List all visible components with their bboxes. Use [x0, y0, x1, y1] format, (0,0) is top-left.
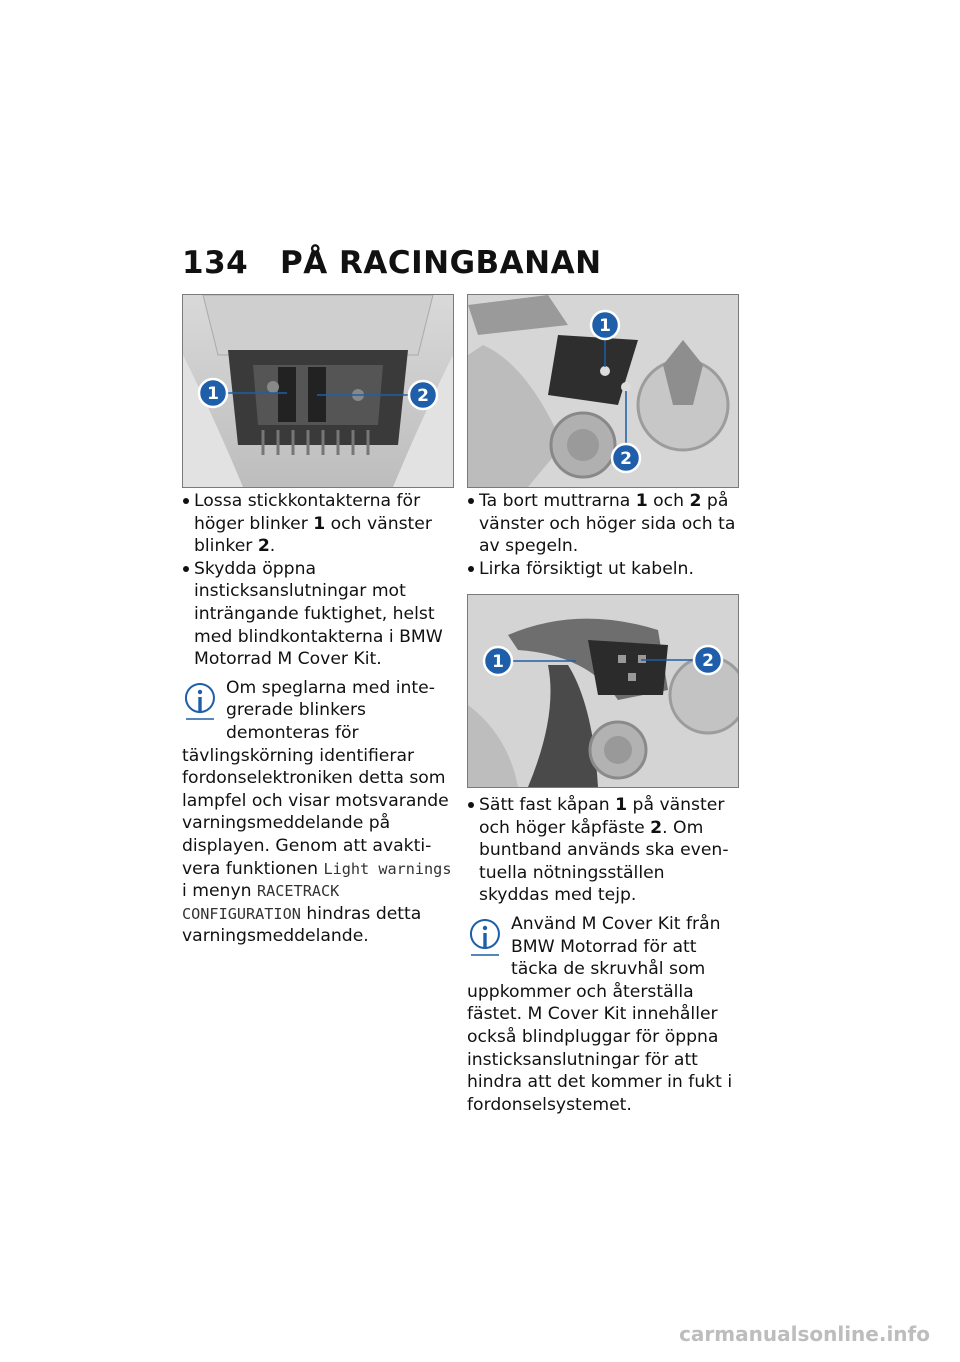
callout-1 — [591, 311, 619, 339]
photo-cover-mount — [467, 594, 739, 788]
left-column — [182, 490, 454, 948]
svg-text:1: 1 — [207, 384, 219, 404]
photo-blinker-connectors — [182, 294, 454, 488]
watermark: carmanualsonline.info — [679, 1322, 930, 1346]
step-remove-cable: Lirka försiktigt ut kabeln. — [467, 558, 739, 581]
callout-2 — [409, 381, 437, 409]
svg-text:2: 2 — [620, 449, 632, 469]
svg-text:2: 2 — [417, 386, 429, 406]
right-column — [467, 490, 739, 580]
step-protect-connectors: Skydda öppna insticksanslutningar mot inträngande fuktighet, helst med blindkontakterna i BMW Motorrad M Cover Kit. — [182, 558, 454, 671]
callout-2 — [612, 444, 640, 472]
note-light-warnings: Om speglarna med integrerade blinkers demonteras för tävlingskörning identifierar fordonselektroniken detta som lampfel och visar motsvarande varningsmeddelande på displayen. Genom att avaktivera funktionen Light warnings i menyn RACETRACK CONFIGURATION hindras detta varningsmeddelande. — [182, 677, 452, 947]
right-column-lower — [467, 794, 739, 1116]
svg-text:2: 2 — [702, 651, 714, 671]
step-remove-nuts: Ta bort muttrarna 1 och 2 på vänster och höger sida och ta av spegeln. — [467, 490, 739, 558]
info-icon — [467, 917, 503, 961]
svg-text:1: 1 — [599, 316, 611, 336]
info-icon — [182, 681, 218, 725]
page-number: 134 — [182, 245, 249, 281]
callout-2 — [694, 646, 722, 674]
svg-text:1: 1 — [492, 652, 504, 672]
page-title: PÅ RACINGBANAN — [280, 245, 602, 281]
step-attach-cover: Sätt fast kåpan 1 på vänster och höger kåpfäste 2. Om buntband används ska eventuella nötningsställen skyddas med tejp. — [467, 794, 739, 907]
note-m-cover-kit: Använd M Cover Kit från BMW Motorrad för att täcka de skruvhål som uppkommer och återställa fästet. M Cover Kit innehåller också blindpluggar för öppna insticksanslutningar för att hindra att det kommer in fukt i fordonselsystemet. — [467, 913, 733, 1115]
callout-1 — [199, 379, 227, 407]
callout-1 — [484, 647, 512, 675]
photo-mirror-nuts — [467, 294, 739, 488]
step-disconnect-blinkers: Lossa stickkontakterna för höger blinker 1 och vänster blinker 2. — [182, 490, 454, 558]
page-header — [182, 245, 602, 281]
